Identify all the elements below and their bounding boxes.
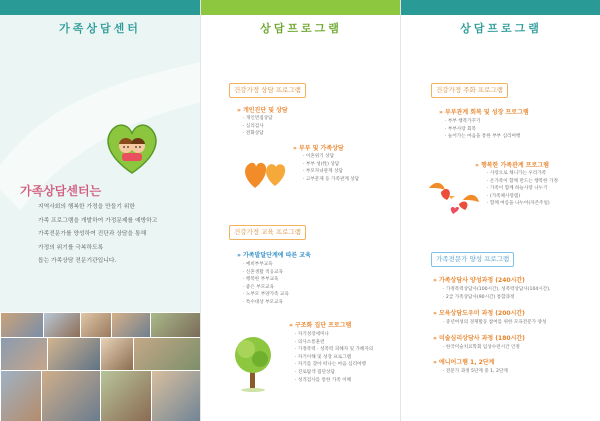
list-item: · 성격검사를 통한 가족 이해 bbox=[295, 377, 373, 385]
tree-illustration bbox=[233, 335, 273, 393]
panel-counseling-programs-1 bbox=[200, 0, 401, 421]
panel-family-center bbox=[0, 0, 200, 421]
list-item: · 부부사랑 회복 bbox=[445, 126, 520, 134]
list-item: · 자기를 찾아 떠나는 마음 심리여행 bbox=[295, 361, 373, 369]
hearts-illustration bbox=[243, 158, 289, 192]
list-item: · 노부모 부양가족 교육 bbox=[243, 291, 289, 299]
description-line: 가정의 위기를 극복하도록 bbox=[38, 244, 104, 251]
subsection-title: » 개인진단 및 상담 bbox=[237, 105, 288, 114]
list-item: · (가족체사랑템) bbox=[487, 193, 558, 201]
list-item: · 2급 가족상담사(90시간) 통합과정 bbox=[443, 294, 550, 302]
list-item: · 신혼생활 적응교육 bbox=[243, 269, 289, 277]
list-item: · 가족이 함께 하늘사랑 나누기 bbox=[487, 185, 558, 193]
list-item: · 중년여성의 경제활동 참여를 위한 모육전문가 양성 bbox=[443, 319, 546, 327]
list-item: · 한국미술치료학회 임상수련시간 인정 bbox=[443, 344, 520, 352]
panel3-top-bar bbox=[401, 0, 600, 15]
panel-counseling-programs-2 bbox=[400, 0, 600, 421]
heart-children-illustration bbox=[102, 118, 162, 178]
list-item: · 늘어가는 마음을 통한 부부 심리여행 bbox=[445, 133, 520, 141]
item-list bbox=[295, 331, 373, 384]
list-item: · 부부 행복가꾸기 bbox=[445, 118, 520, 126]
section-box-education: 건강가정 교육 프로그램 bbox=[229, 225, 306, 240]
photo bbox=[80, 312, 112, 338]
description-line: 지역사회의 행복한 가정을 만들기 위한 bbox=[38, 204, 135, 210]
list-item: · 온가족이 함께 만드는 행복한 가정 bbox=[487, 178, 558, 186]
description-line: 가족전문가를 양성하여 진단과 상담을 통해 bbox=[38, 231, 147, 237]
photo bbox=[43, 312, 81, 338]
photo bbox=[0, 370, 42, 421]
item-list bbox=[443, 344, 520, 352]
list-item: · 부모자녀관계 상담 bbox=[303, 168, 359, 176]
subsection-title: » 모육상담도우미 과정 (200시간) bbox=[433, 308, 525, 317]
list-item: · 심리검사 bbox=[243, 123, 273, 131]
panel1-top-bar bbox=[0, 0, 200, 15]
list-item: · 가정폭력상담사(100시간), 성폭력상담사(104시간), bbox=[443, 286, 550, 294]
photo bbox=[41, 370, 101, 421]
list-item: · 부부 성(性) 상담 bbox=[303, 161, 359, 169]
list-item: · 진로탐색 집단상담 bbox=[295, 369, 373, 377]
list-item: · 전문가 과정 5단계 중 1, 2단계 bbox=[443, 368, 508, 376]
list-item: · 사랑으로 채니가는 우리가족 bbox=[487, 170, 558, 178]
description-line: 돕는 가족상담 전문기관입니다. bbox=[38, 258, 117, 264]
photo bbox=[0, 337, 48, 371]
list-item: · 자기이해 및 성장 프로그램 bbox=[295, 354, 373, 362]
list-item: · 특수대상 부모교육 bbox=[243, 299, 289, 307]
center-description bbox=[38, 201, 157, 269]
panel2-top-bar bbox=[201, 0, 401, 15]
photo bbox=[133, 337, 200, 371]
item-list bbox=[443, 286, 550, 301]
item-list bbox=[243, 261, 289, 307]
list-item: · 개인면접상담 bbox=[243, 115, 273, 123]
item-list bbox=[243, 115, 273, 138]
subsection-title: » 부부관계 회복 및 성장 프로그램 bbox=[439, 107, 529, 116]
photo bbox=[111, 312, 151, 338]
list-item: · 이혼위기 상담 bbox=[303, 153, 359, 161]
list-item: · 가정폭력 · 성폭력 피해자 및 가해자의 bbox=[295, 346, 373, 354]
list-item: · 예비부부교육 bbox=[243, 261, 289, 269]
subsection-title: » 에니어그램 1, 2단계 bbox=[433, 357, 494, 366]
photo bbox=[150, 312, 200, 338]
subsection-title: » 부부 및 가족상담 bbox=[293, 143, 344, 152]
list-item: · 함께 여름을 나누어(자존주일) bbox=[487, 200, 558, 208]
photo bbox=[151, 370, 200, 421]
subsection-title: » 가족상담사 양성과정 (240시간) bbox=[433, 275, 525, 284]
item-list bbox=[443, 319, 546, 327]
subsection-title: » 미술심리상담사 과정 (180시간) bbox=[433, 333, 525, 342]
panel2-title: 상담프로그램 bbox=[260, 22, 342, 35]
section-box-expert-training: 가족전문가 양성 프로그램 bbox=[431, 252, 514, 267]
photo bbox=[100, 370, 152, 421]
birds-illustration bbox=[423, 174, 483, 222]
photo bbox=[47, 337, 101, 371]
photo bbox=[100, 337, 134, 371]
panel1-title: 가족상담센터 bbox=[59, 22, 141, 35]
section-box-counseling: 건강가정 상담 프로그램 bbox=[229, 83, 306, 98]
item-list bbox=[443, 368, 508, 376]
center-name-heading: 가족상담센터는 bbox=[20, 184, 102, 198]
item-list bbox=[445, 118, 520, 141]
subsection-title: » 구조화 집단 프로그램 bbox=[289, 320, 351, 329]
list-item: · 좋은 부모교육 bbox=[243, 284, 289, 292]
list-item: · 자기성장세미나 bbox=[295, 331, 373, 339]
item-list bbox=[303, 153, 359, 183]
list-item: · 고부문제 등 가족관계 상담 bbox=[303, 176, 359, 184]
section-box-enrichment: 건강가정 주화 프로그램 bbox=[431, 83, 508, 98]
description-line: 가족 프로그램을 개발하여 가정문제를 예방하고 bbox=[38, 217, 158, 224]
subsection-title: » 행복한 가족관계 프로그램 bbox=[475, 160, 549, 169]
subsection-title: » 가족발달단계에 따른 교육 bbox=[237, 250, 311, 259]
list-item: · 행복한 부부교육 bbox=[243, 276, 289, 284]
item-list bbox=[487, 170, 558, 208]
list-item: · 의사소통훈련 bbox=[295, 339, 373, 347]
list-item: · 전화상담 bbox=[243, 130, 273, 138]
photo bbox=[0, 312, 44, 338]
panel3-title: 상담프로그램 bbox=[460, 22, 542, 35]
